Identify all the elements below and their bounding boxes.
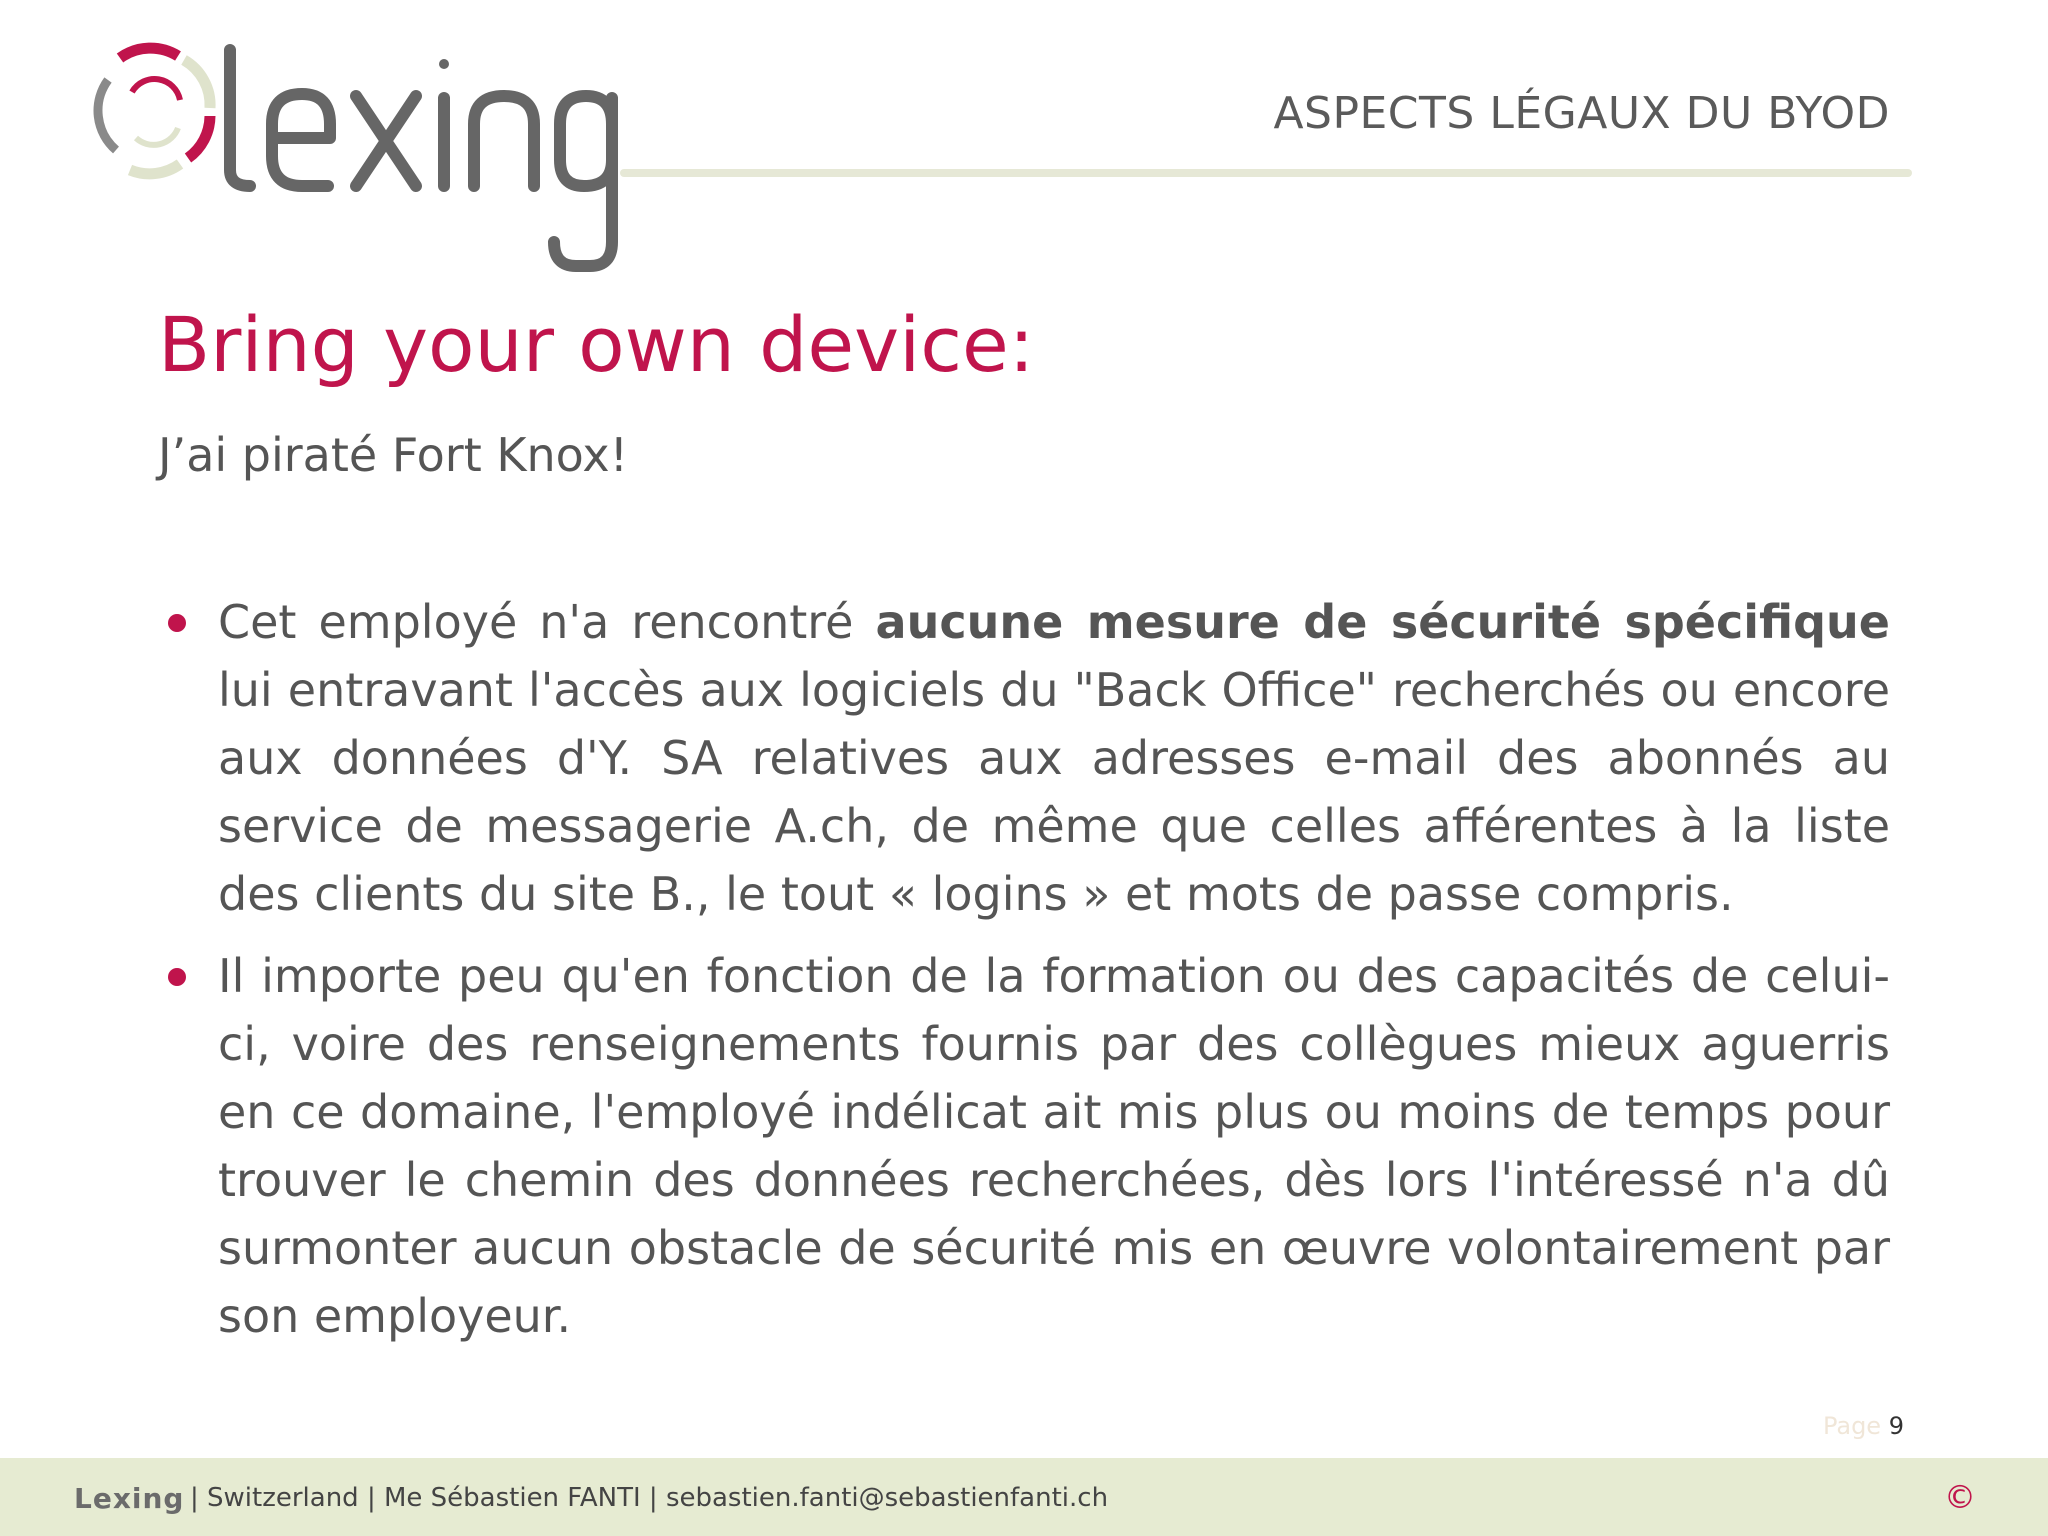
lexing-logo <box>60 20 640 280</box>
footer-contact-text: | Switzerland | Me Sébastien FANTI | sebastien.fanti@sebastienfanti.ch <box>190 1483 1109 1513</box>
bullet-text-bold: aucune mesure de sécurité spécifique <box>875 595 1891 649</box>
bullet-text: Il importe peu qu'en fonction de la formation ou des capacités de celui-ci, voire des renseignements fournis par des collègues mieux aguerris en ce domaine, l'employé indélicat ait mis plus ou moins de temps pour trouver le chemin des données recherchées, dès lors l'intéressé n'a dû surmonter aucun obstacle de sécurité mis en œuvre volontairement par son employeur. <box>218 949 1890 1343</box>
copyright-icon: © <box>1944 1478 1976 1516</box>
bullet-item <box>158 588 1890 928</box>
page-num: 9 <box>1888 1412 1904 1440</box>
slide-title: Bring your own device: <box>158 300 1035 389</box>
bullet-item <box>158 942 1890 1350</box>
page-label: Page <box>1822 1412 1882 1440</box>
header-divider <box>620 169 1912 177</box>
bullet-dot-icon <box>168 614 186 632</box>
slide-subtitle: J’ai piraté Fort Knox! <box>158 428 629 482</box>
footer-brand: Lexing <box>74 1482 185 1515</box>
bullet-text-after: lui entravant l'accès aux logiciels du "Back Office" recherchés ou encore aux données d'Y. SA relatives aux adresses e-mail des abonnés au service de messagerie A.ch, de même que celles afférentes à la liste des clients du site B., le tout « logins » et mots de passe compris. <box>218 663 1890 921</box>
bullet-text-before: Cet employé n'a rencontré <box>218 595 876 649</box>
lexing-ring-icon <box>98 48 210 174</box>
bullet-dot-icon <box>168 968 186 986</box>
page-number <box>1823 1412 1904 1440</box>
footer-bar <box>0 1458 2048 1536</box>
lexing-wordmark <box>230 50 612 266</box>
header-title: ASPECTS LÉGAUX DU BYOD <box>1273 88 1890 139</box>
bullet-list <box>158 588 1890 1364</box>
